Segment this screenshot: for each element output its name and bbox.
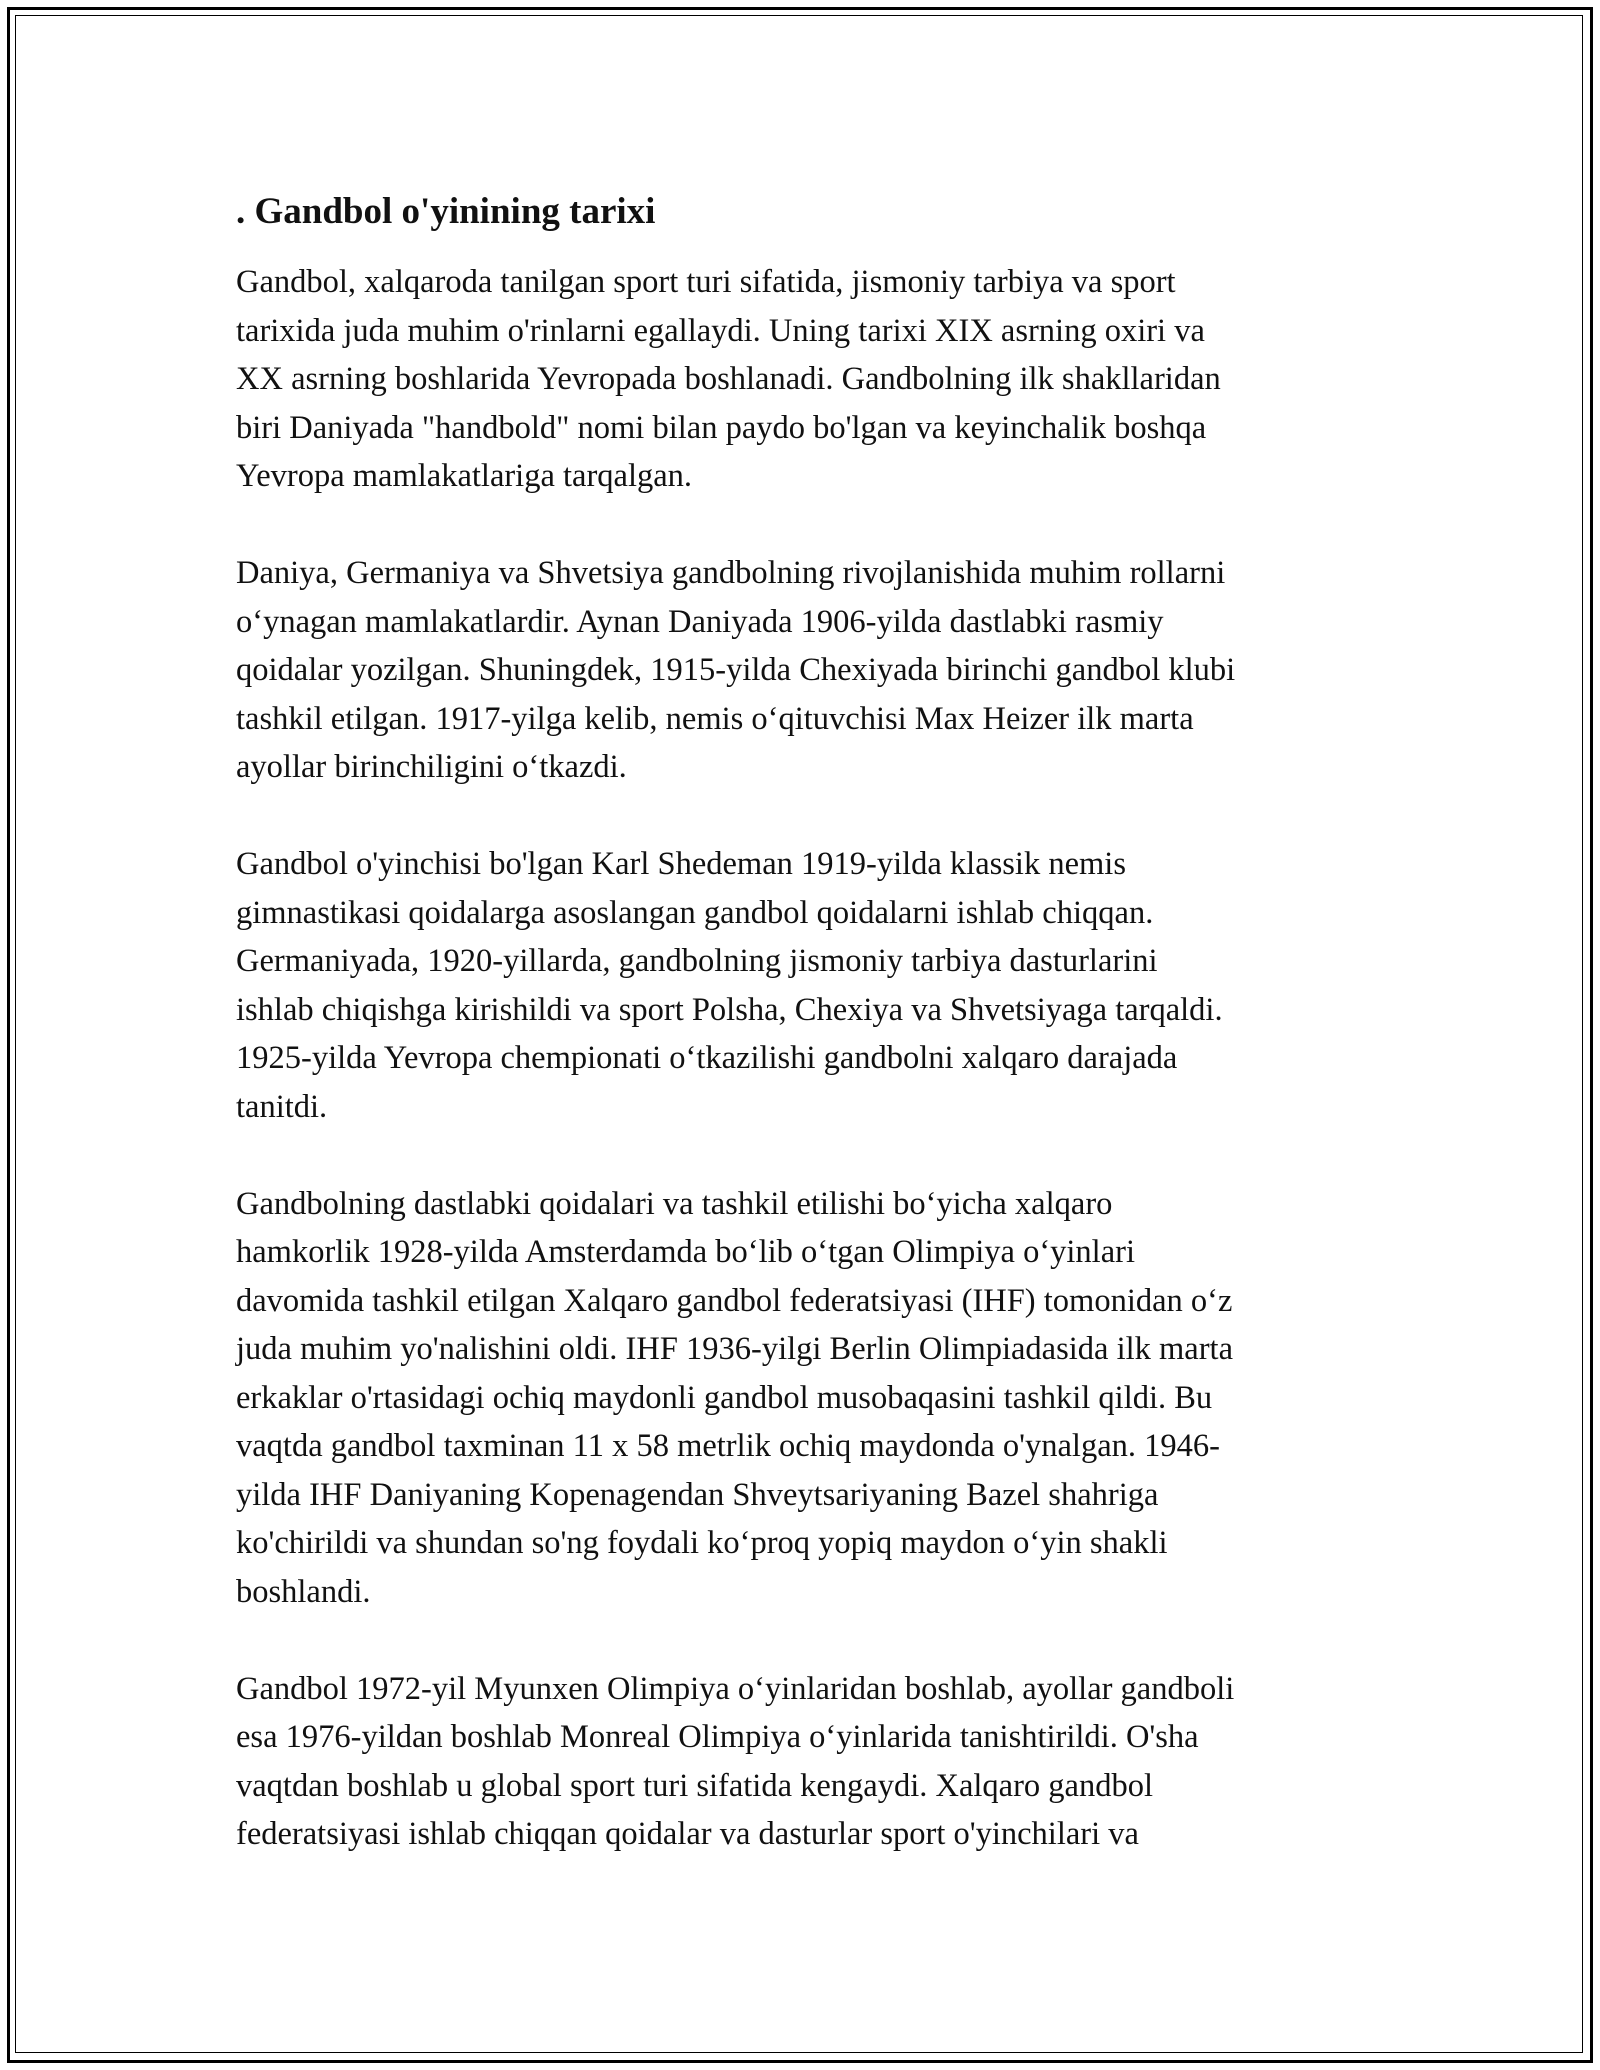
paragraph-line: ishlab chiqishga kirishildi va sport Polsha, Chexiya va Shvetsiyaga tarqaldi. xyxy=(236,991,1223,1028)
paragraph-1 xyxy=(236,258,1376,501)
paragraph-line: biri Daniyada "handbold" nomi bilan paydo bo'lgan va keyinchalik boshqa xyxy=(236,409,1207,446)
paragraph-line: hamkorlik 1928-yilda Amsterdamda bo‘lib o‘tgan Olimpiya o‘yinlari xyxy=(236,1234,1135,1270)
paragraph-4 xyxy=(236,1180,1376,1617)
paragraph-line: vaqtda gandbol taxminan 11 x 58 metrlik ochiq maydonda o'ynalgan. 1946- xyxy=(236,1428,1220,1464)
paragraph-line: Gandbolning dastlabki qoidalari va tashkil etilishi bo‘yicha xalqaro xyxy=(236,1185,1113,1222)
paragraph-line: davomida tashkil etilgan Xalqaro gandbol federatsiyasi (IHF) tomonidan o‘z xyxy=(236,1282,1233,1319)
paragraph-line: Germaniyada, 1920-yillarda, gandbolning jismoniy tarbiya dasturlarini xyxy=(236,943,1158,979)
paragraph-line: gimnastikasi qoidalarga asoslangan gandbol qoidalarni ishlab chiqqan. xyxy=(236,894,1154,931)
paragraph-line: vaqtdan boshlab u global sport turi sifatida kengaydi. Xalqaro gandbol xyxy=(236,1767,1154,1804)
paragraph-line: Daniya, Germaniya va Shvetsiya gandbolning rivojlanishida muhim rollarni xyxy=(236,555,1226,591)
paragraph-line: 1925-yilda Yevropa chempionati o‘tkazilishi gandbolni xalqaro darajada xyxy=(236,1040,1178,1076)
document-title: . Gandbol o'yinining tarixi xyxy=(236,191,656,232)
paragraph-line: Gandbol 1972-yil Myunxen Olimpiya o‘yinlaridan boshlab, ayollar gandboli xyxy=(236,1670,1235,1707)
paragraph-line: esa 1976-yildan boshlab Monreal Olimpiya o‘yinlarida tanishtirildi. O'sha xyxy=(236,1719,1199,1755)
paragraph-line: ayollar birinchiligini o‘tkazdi. xyxy=(236,749,627,785)
paragraph-3 xyxy=(236,840,1376,1131)
paragraph-line: tarixida juda muhim o'rinlarni egallaydi. Uning tarixi XIX asrning oxiri va xyxy=(236,312,1205,349)
paragraph-line: ko'chirildi va shundan so'ng foydali ko‘proq yopiq maydon o‘yin shakli xyxy=(236,1525,1168,1561)
document-body xyxy=(236,188,1376,1907)
paragraph-line: XX asrning boshlarida Yevropada boshlanadi. Gandbolning ilk shakllaridan xyxy=(236,361,1221,397)
paragraph-line: qoidalar yozilgan. Shuningdek, 1915-yilda Chexiyada birinchi gandbol klubi xyxy=(236,652,1236,688)
paragraph-line: erkaklar o'rtasidagi ochiq maydonli gandbol musobaqasini tashkil qildi. Bu xyxy=(236,1379,1213,1416)
paragraph-line: Gandbol, xalqaroda tanilgan sport turi sifatida, jismoniy tarbiya va sport xyxy=(236,264,1176,300)
paragraph-line: tashkil etilgan. 1917-yilga kelib, nemis o‘qituvchisi Max Heizer ilk marta xyxy=(236,700,1194,737)
paragraph-line: boshlandi. xyxy=(236,1573,371,1610)
paragraph-line: tanitdi. xyxy=(236,1088,328,1125)
paragraph-line: o‘ynagan mamlakatlardir. Aynan Daniyada 1906-yilda dastlabki rasmiy xyxy=(236,603,1164,640)
paragraph-line: federatsiyasi ishlab chiqqan qoidalar va dasturlar sport o'yinchilari va xyxy=(236,1816,1139,1852)
paragraph-line: yilda IHF Daniyaning Kopenagendan Shveytsariyaning Bazel shahriga xyxy=(236,1476,1159,1513)
paragraph-5 xyxy=(236,1665,1376,1859)
paragraph-line: Yevropa mamlakatlariga tarqalgan. xyxy=(236,458,693,494)
paragraph-2 xyxy=(236,549,1376,792)
paragraph-line: juda muhim yo'nalishini oldi. IHF 1936-yilgi Berlin Olimpiadasida ilk marta xyxy=(236,1331,1233,1367)
paragraph-line: Gandbol o'yinchisi bo'lgan Karl Shedeman 1919-yilda klassik nemis xyxy=(236,846,1126,882)
